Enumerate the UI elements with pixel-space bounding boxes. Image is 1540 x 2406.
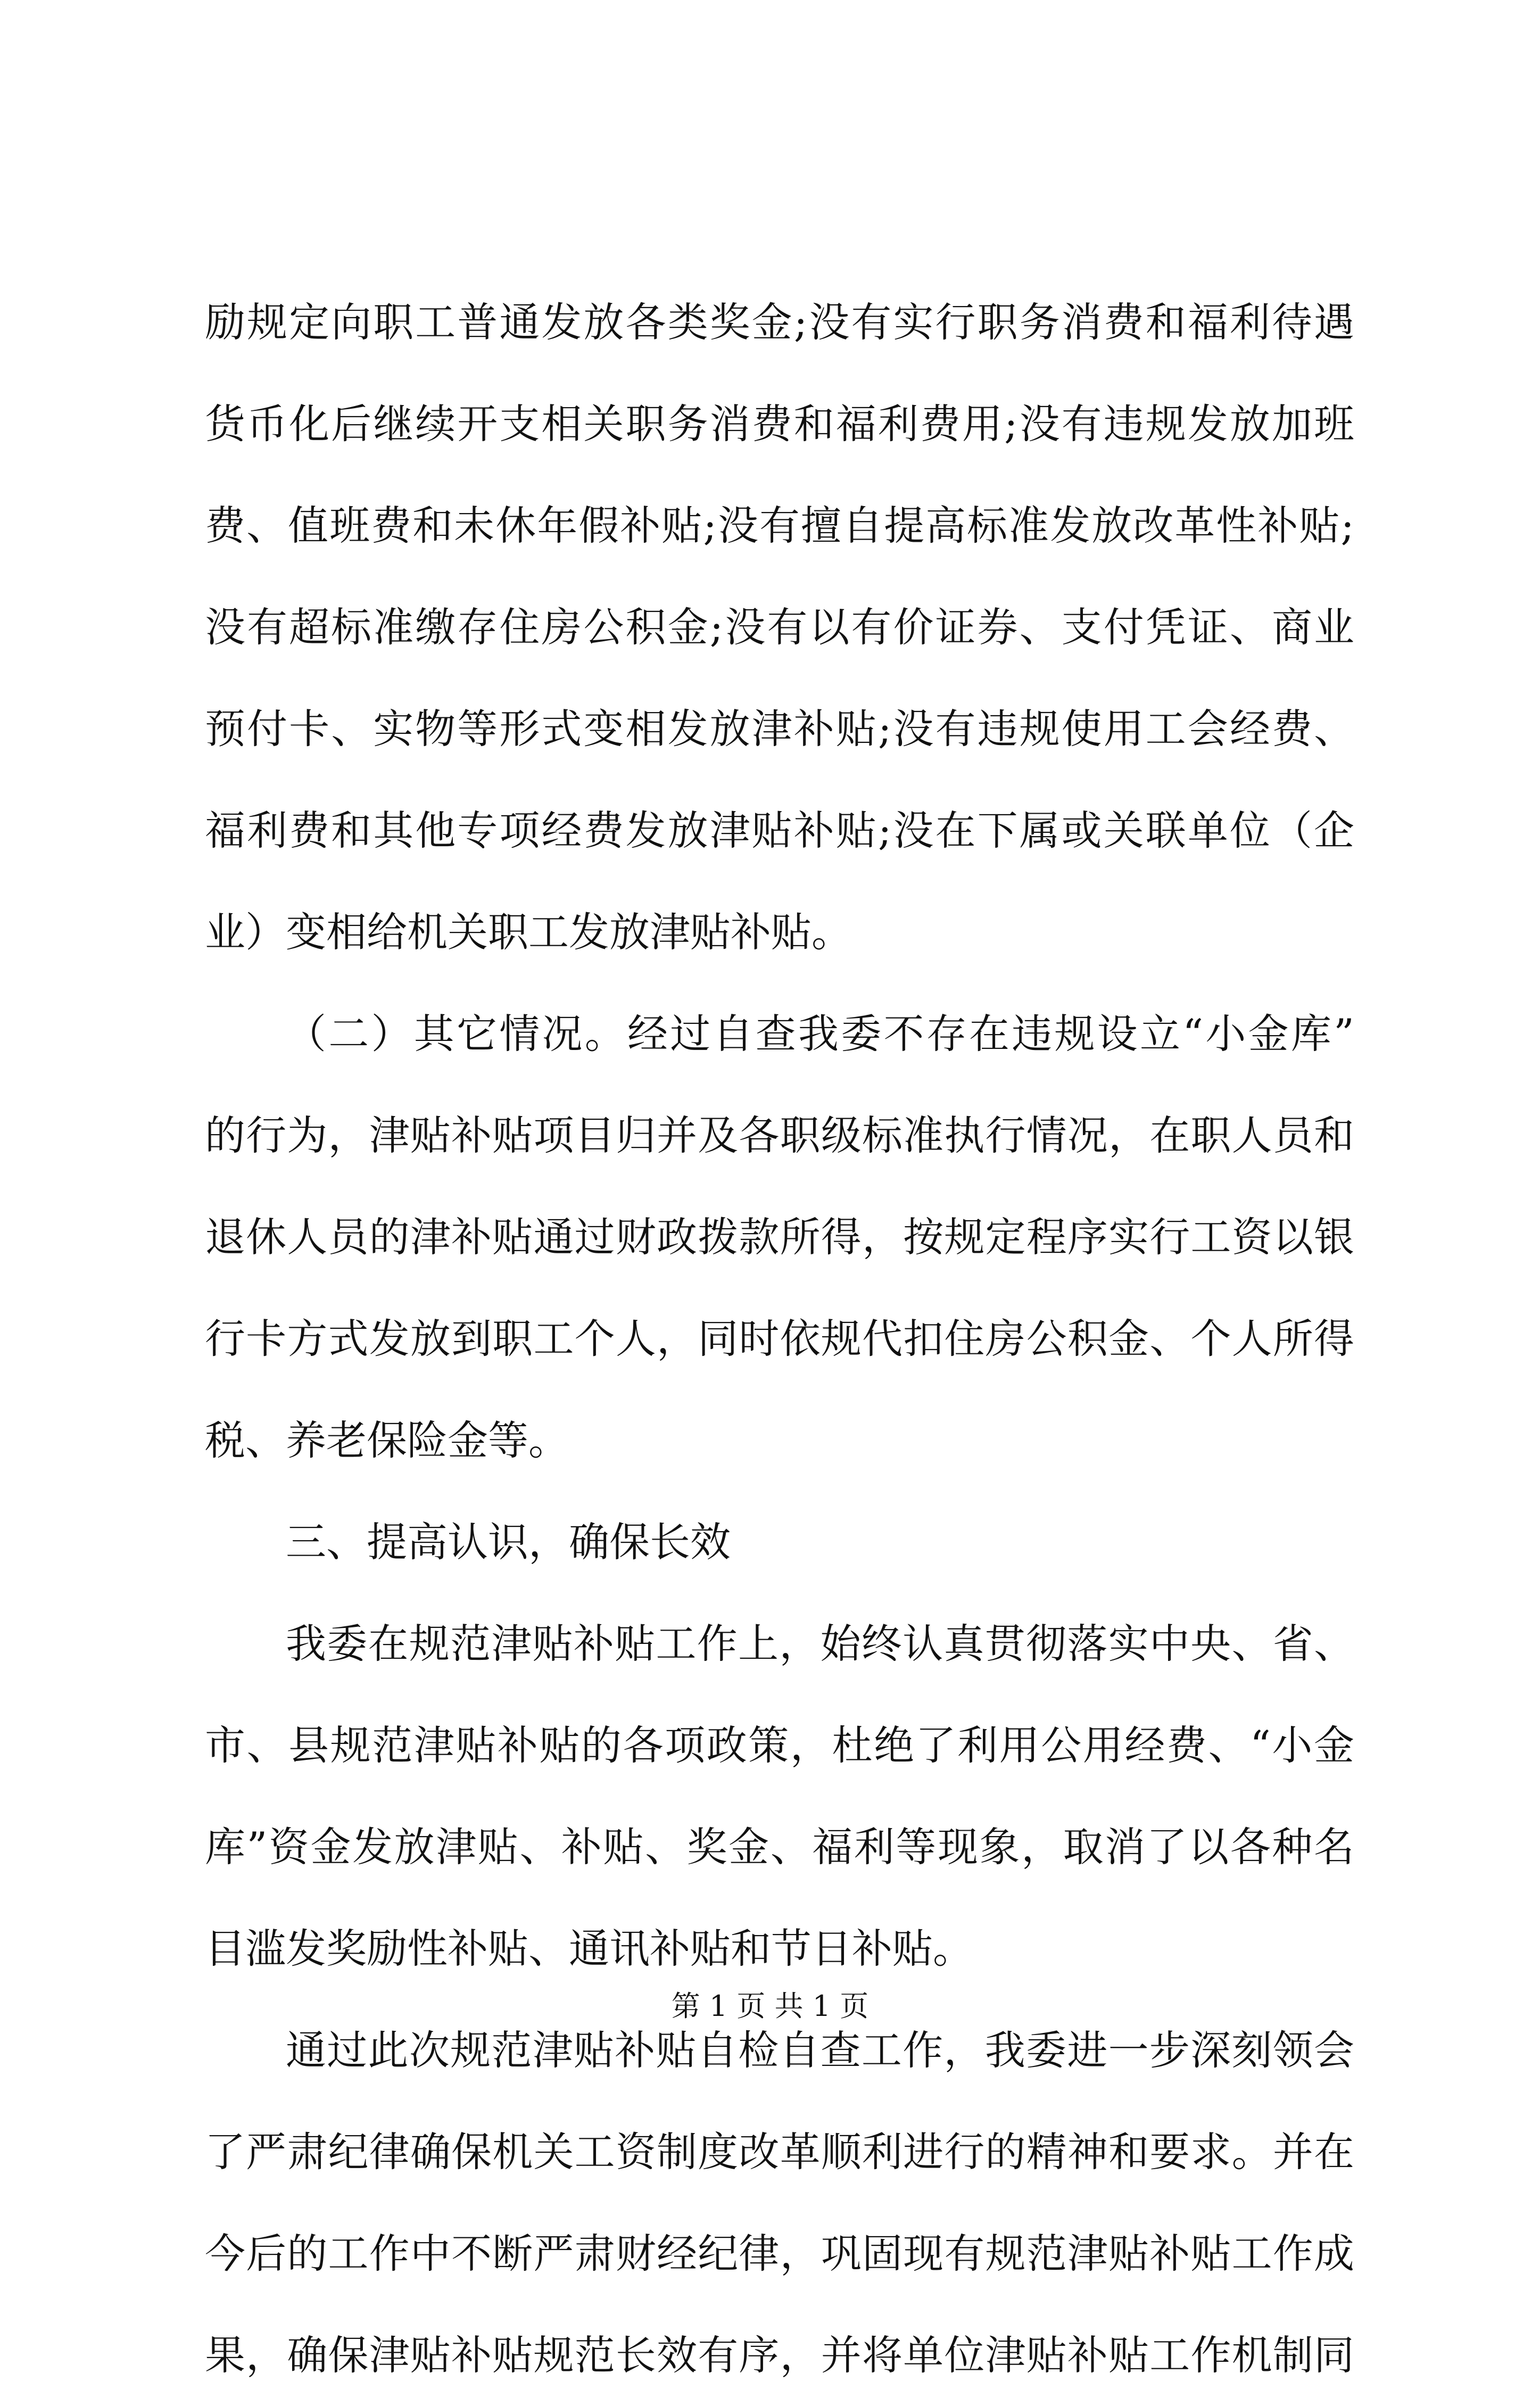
text-line: 今后的工作中不断严肃财经纪律，巩固现有规范津贴补贴工作成 bbox=[205, 2230, 1354, 2277]
paragraph-start: 通过此次规范津贴补贴自检自查工作，我委进一步深刻领会 bbox=[286, 2027, 1354, 2074]
text-line: 了严肃纪律确保机关工资制度改革顺利进行的精神和要求。并在 bbox=[205, 2128, 1354, 2176]
text-line: 福利费和其他专项经费发放津贴补贴;没在下属或关联单位（企 bbox=[205, 807, 1354, 854]
page-footer bbox=[0, 1985, 1540, 2028]
text-line: 果，确保津贴补贴规范长效有序，并将单位津贴补贴工作机制同 bbox=[205, 2331, 1354, 2379]
text-line: 库”资金发放津贴、补贴、奖金、福利等现象，取消了以各种名 bbox=[205, 1823, 1354, 1871]
body-text bbox=[205, 271, 1354, 2406]
text-line: 税、养老保险金等。 bbox=[205, 1417, 569, 1464]
text-line: 预付卡、实物等形式变相发放津补贴;没有违规使用工会经费、 bbox=[205, 705, 1354, 753]
text-line: 市、县规范津贴补贴的各项政策，杜绝了利用公用经费、“小金 bbox=[205, 1722, 1354, 1769]
text-line: 退休人员的津补贴通过财政拨款所得，按规定程序实行工资以银 bbox=[205, 1213, 1354, 1261]
text-line: 货币化后继续开支相关职务消费和福利费用;没有违规发放加班 bbox=[205, 400, 1354, 448]
text-line: 没有超标准缴存住房公积金;没有以有价证券、支付凭证、商业 bbox=[205, 603, 1354, 651]
section-heading: 三、提高认识，确保长效 bbox=[286, 1518, 731, 1566]
text-line: 的行为，津贴补贴项目归并及各职级标准执行情况，在职人员和 bbox=[205, 1112, 1354, 1159]
section-two-paragraph-start: （二）其它情况。经过自查我委不存在违规设立“小金库” bbox=[286, 1010, 1354, 1057]
text-line: 费、值班费和未休年假补贴;没有擅自提高标准发放改革性补贴; bbox=[205, 502, 1354, 549]
text-line: 励规定向职工普通发放各类奖金;没有实行职务消费和福利待遇 bbox=[205, 299, 1354, 346]
text-line: 业）变相给机关职工发放津贴补贴。 bbox=[205, 908, 852, 956]
text-line: 目滥发奖励性补贴、通讯补贴和节日补贴。 bbox=[205, 1925, 973, 1972]
text-line: 行卡方式发放到职工个人，同时依规代扣住房公积金、个人所得 bbox=[205, 1315, 1354, 1362]
page-number-label: 第 1 页 共 1 页 bbox=[671, 1989, 869, 2023]
paragraph-start: 我委在规范津贴补贴工作上，始终认真贯彻落实中央、省、 bbox=[286, 1620, 1354, 1667]
